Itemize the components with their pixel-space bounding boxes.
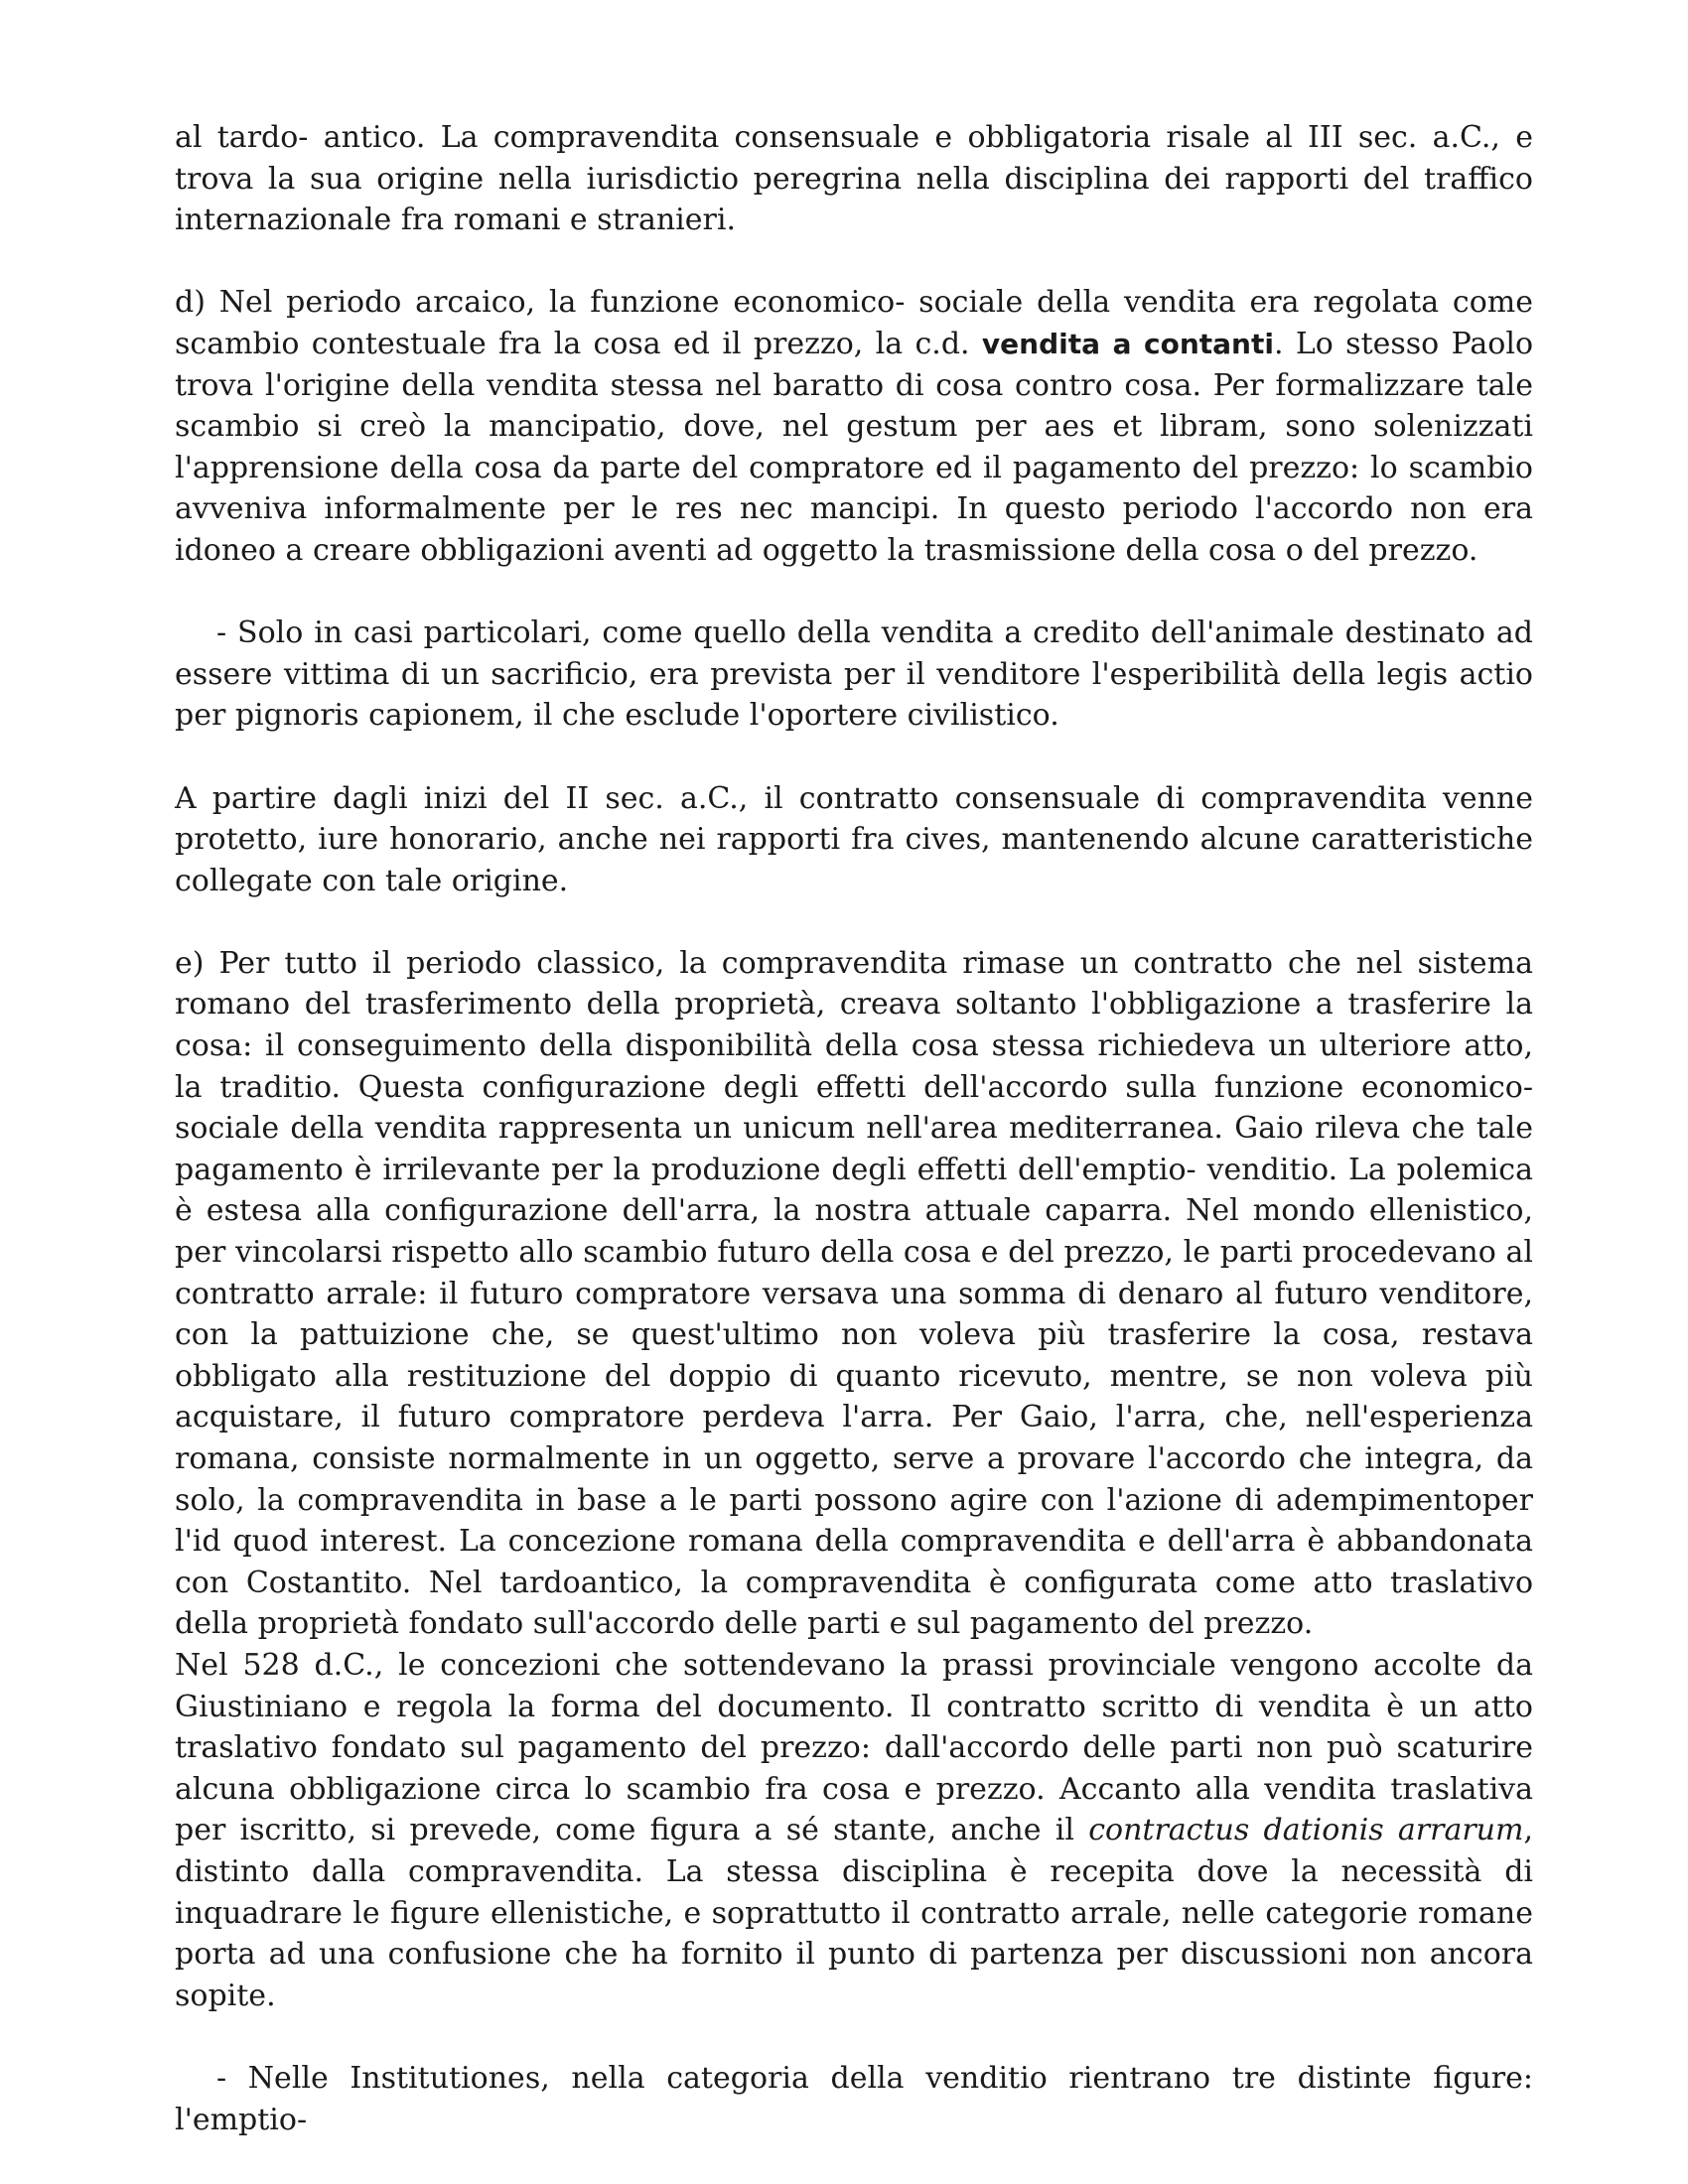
paragraph-e-periodo-classico: e) Per tutto il periodo classico, la compravendita rimase un contratto che nel sistema romano del trasferimento della proprietà, creava soltanto l'obbligazione a trasferire la cosa: il conseguimento della disponibilità della cosa stessa richiedeva un ulteriore atto, la traditio. Questa configurazione degli effetti dell'accordo sulla funzione economico- sociale della vendita rappresenta un unicum nell'area mediterranea. Gaio rileva che tale pagamento è irrilevante per la produzione degli effetti dell'emptio- venditio. La polemica è estesa alla configurazione dell'arra, la nostra attuale caparra. Nel mondo ellenistico, per vincolarsi rispetto allo scambio futuro della cosa e del prezzo, le parti procedevano al contratto arrale: il futuro compratore versava una somma di denaro al futuro venditore, con la pattuizione che, se quest'ultimo non voleva più trasferire la cosa, restava obbligato alla restituzione del doppio di quanto ricevuto, mentre, se non voleva più acquistare, il futuro compratore perdeva l'arra. Per Gaio, l'arra, che, nell'esperienza romana, consiste normalmente in un oggetto, serve a provare l'accordo che integra, da solo, la compravendita in base a le parti possono agire con l'azione di adempimentoper l'id quod interest. La concezione romana della compravendita e dell'arra è abbandonata con Costantito. Nel tardoantico, la compravendita è configurata come atto traslativo della proprietà fondato sull'accordo delle parti e sul pagamento del prezzo.: [175, 945, 1533, 1642]
bold-vendita-a-contanti: vendita a contanti: [981, 327, 1274, 360]
paragraph-528-dc: [175, 1645, 1533, 2016]
paragraph-d-text-2: . Lo stesso Paolo trova l'origine della vendita stessa nel baratto di cosa contro cosa. Per formalizzare tale scambio si creò la mancipatio, dove, nel gestum per aes et libram, sono solenizzati l'apprensione della cosa da parte del compratore ed il pagamento del prezzo: lo scambio avveniva informalmente per le res nec mancipi. In questo periodo l'accordo non era idoneo a creare obbligazioni aventi ad oggetto la trasmissione della cosa o del prezzo.: [175, 326, 1534, 568]
paragraph-casi-particolari: - Solo in casi particolari, come quello della vendita a credito dell'animale destinato ad essere vittima di un sacrificio, era prevista per il venditore l'esperibilità della legis actio per pignoris capionem, il che esclude l'oportere civilistico.: [175, 615, 1533, 734]
paragraph-d-periodo-arcaico: [175, 282, 1533, 571]
italic-contractus-dationis-arrarum: contractus dationis arrarum: [1088, 1813, 1524, 1848]
paragraph-institutiones: - Nelle Institutiones, nella categoria della venditio rientrano tre distinte figure: l'emptio-: [175, 2060, 1533, 2137]
paragraph-intro: al tardo- antico. La compravendita consensuale e obbligatoria risale al III sec. a.C., e trova la sua origine nella iurisdictio peregrina nella disciplina dei rapporti del traffico internazionale fra romani e stranieri.: [175, 120, 1533, 238]
document-page: [175, 117, 1533, 2140]
paragraph-528-text-1: Nel 528 d.C., le concezioni che sottendevano la prassi provinciale vengono accolte da Giustiniano e regola la forma del documento. Il contratto scritto di vendita è un atto traslativo fondato sul pagamento del prezzo: dall'accordo delle parti non può scaturire alcuna obbligazione circa lo scambio fra cosa e prezzo. Accanto alla vendita traslativa per iscritto, si prevede, come figura a sé stante, anche il: [175, 1647, 1533, 1848]
paragraph-528-text-2: , distinto dalla compravendita. La stessa disciplina è recepita dove la necessità di inquadrare le figure ellenistiche, e soprattutto il contratto arrale, nelle categorie romane porta ad una confusione che ha fornito il punto di partenza per discussioni non ancora sopite.: [175, 1813, 1533, 2013]
paragraph-d-text-1: d) Nel periodo arcaico, la funzione economico- sociale della vendita era regolata come scambio contestuale fra la cosa ed il prezzo, la c.d.: [175, 285, 1533, 361]
paragraph-ii-sec: A partire dagli inizi del II sec. a.C., il contratto consensuale di compravendita venne protetto, iure honorario, anche nei rapporti fra cives, mantenendo alcune caratteristiche collegate con tale origine.: [175, 780, 1533, 898]
